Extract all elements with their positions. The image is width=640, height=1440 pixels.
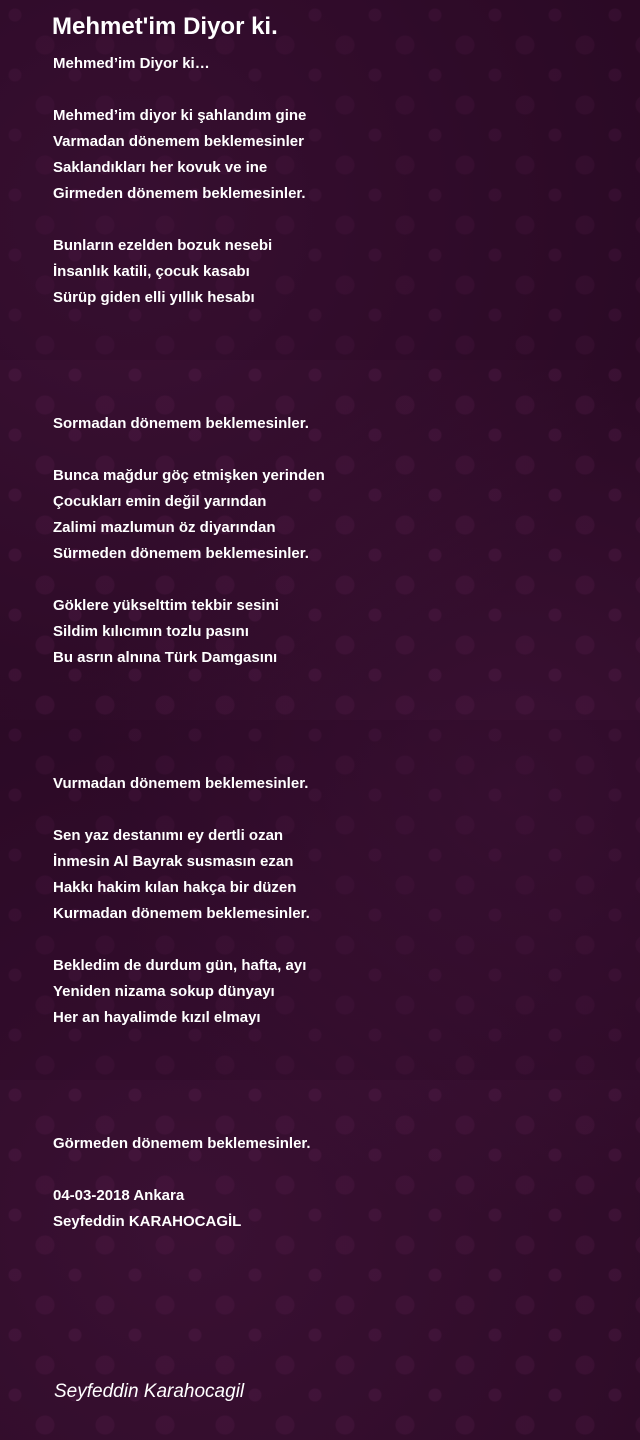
poem-line: Vurmadan dönemem beklemesinler. bbox=[53, 775, 309, 792]
poem-line: Sildim kılıcımın tozlu pasını bbox=[53, 623, 249, 640]
poem-line: Sormadan dönemem beklemesinler. bbox=[53, 415, 309, 432]
poet-name: Seyfeddin Karahocagil bbox=[54, 1381, 245, 1402]
poem-title: Mehmet'im Diyor ki. bbox=[52, 13, 278, 40]
poem-line: Varmadan dönemem beklemesinler bbox=[53, 133, 304, 150]
poem-line: İnsanlık katili, çocuk kasabı bbox=[53, 263, 250, 280]
poem-line: Yeniden nizama sokup dünyayı bbox=[53, 983, 275, 1000]
poem-line: Saklandıkları her kovuk ve ine bbox=[53, 159, 268, 176]
poem-line: Çocukları emin değil yarından bbox=[53, 493, 267, 510]
poem-line: Görmeden dönemem beklemesinler. bbox=[53, 1135, 311, 1152]
poem-line: Göklere yükselttim tekbir sesini bbox=[53, 597, 279, 614]
poem-line: Sürmeden dönemem beklemesinler. bbox=[53, 545, 309, 562]
poem-line: Sürüp giden elli yıllık hesabı bbox=[53, 289, 255, 306]
poem-line: Bu asrın alnına Türk Damgasını bbox=[53, 649, 278, 666]
poem-line: Girmeden dönemem beklemesinler. bbox=[53, 185, 306, 202]
poem-line: Sen yaz destanımı ey dertli ozan bbox=[53, 827, 284, 844]
poem-line: Zalimi mazlumun öz diyarından bbox=[53, 519, 276, 536]
poem-line: Her an hayalimde kızıl elmayı bbox=[53, 1009, 261, 1026]
poem-signature: Seyfeddin KARAHOCAGİL bbox=[53, 1213, 242, 1230]
poem-line: Bunların ezelden bozuk nesebi bbox=[53, 237, 273, 254]
poem-line: Kurmadan dönemem beklemesinler. bbox=[53, 905, 310, 922]
poem-line: İnmesin Al Bayrak susmasın ezan bbox=[53, 853, 294, 870]
poem-line: Mehmed’im diyor ki şahlandım gine bbox=[53, 107, 307, 124]
poem-subtitle: Mehmed’im Diyor ki… bbox=[53, 55, 210, 72]
poem-line: Bekledim de durdum gün, hafta, ayı bbox=[53, 957, 307, 974]
poem-date-place: 04-03-2018 Ankara bbox=[53, 1187, 185, 1204]
poem-line: Hakkı hakim kılan hakça bir düzen bbox=[53, 879, 297, 896]
poem-line: Bunca mağdur göç etmişken yerinden bbox=[53, 467, 325, 484]
